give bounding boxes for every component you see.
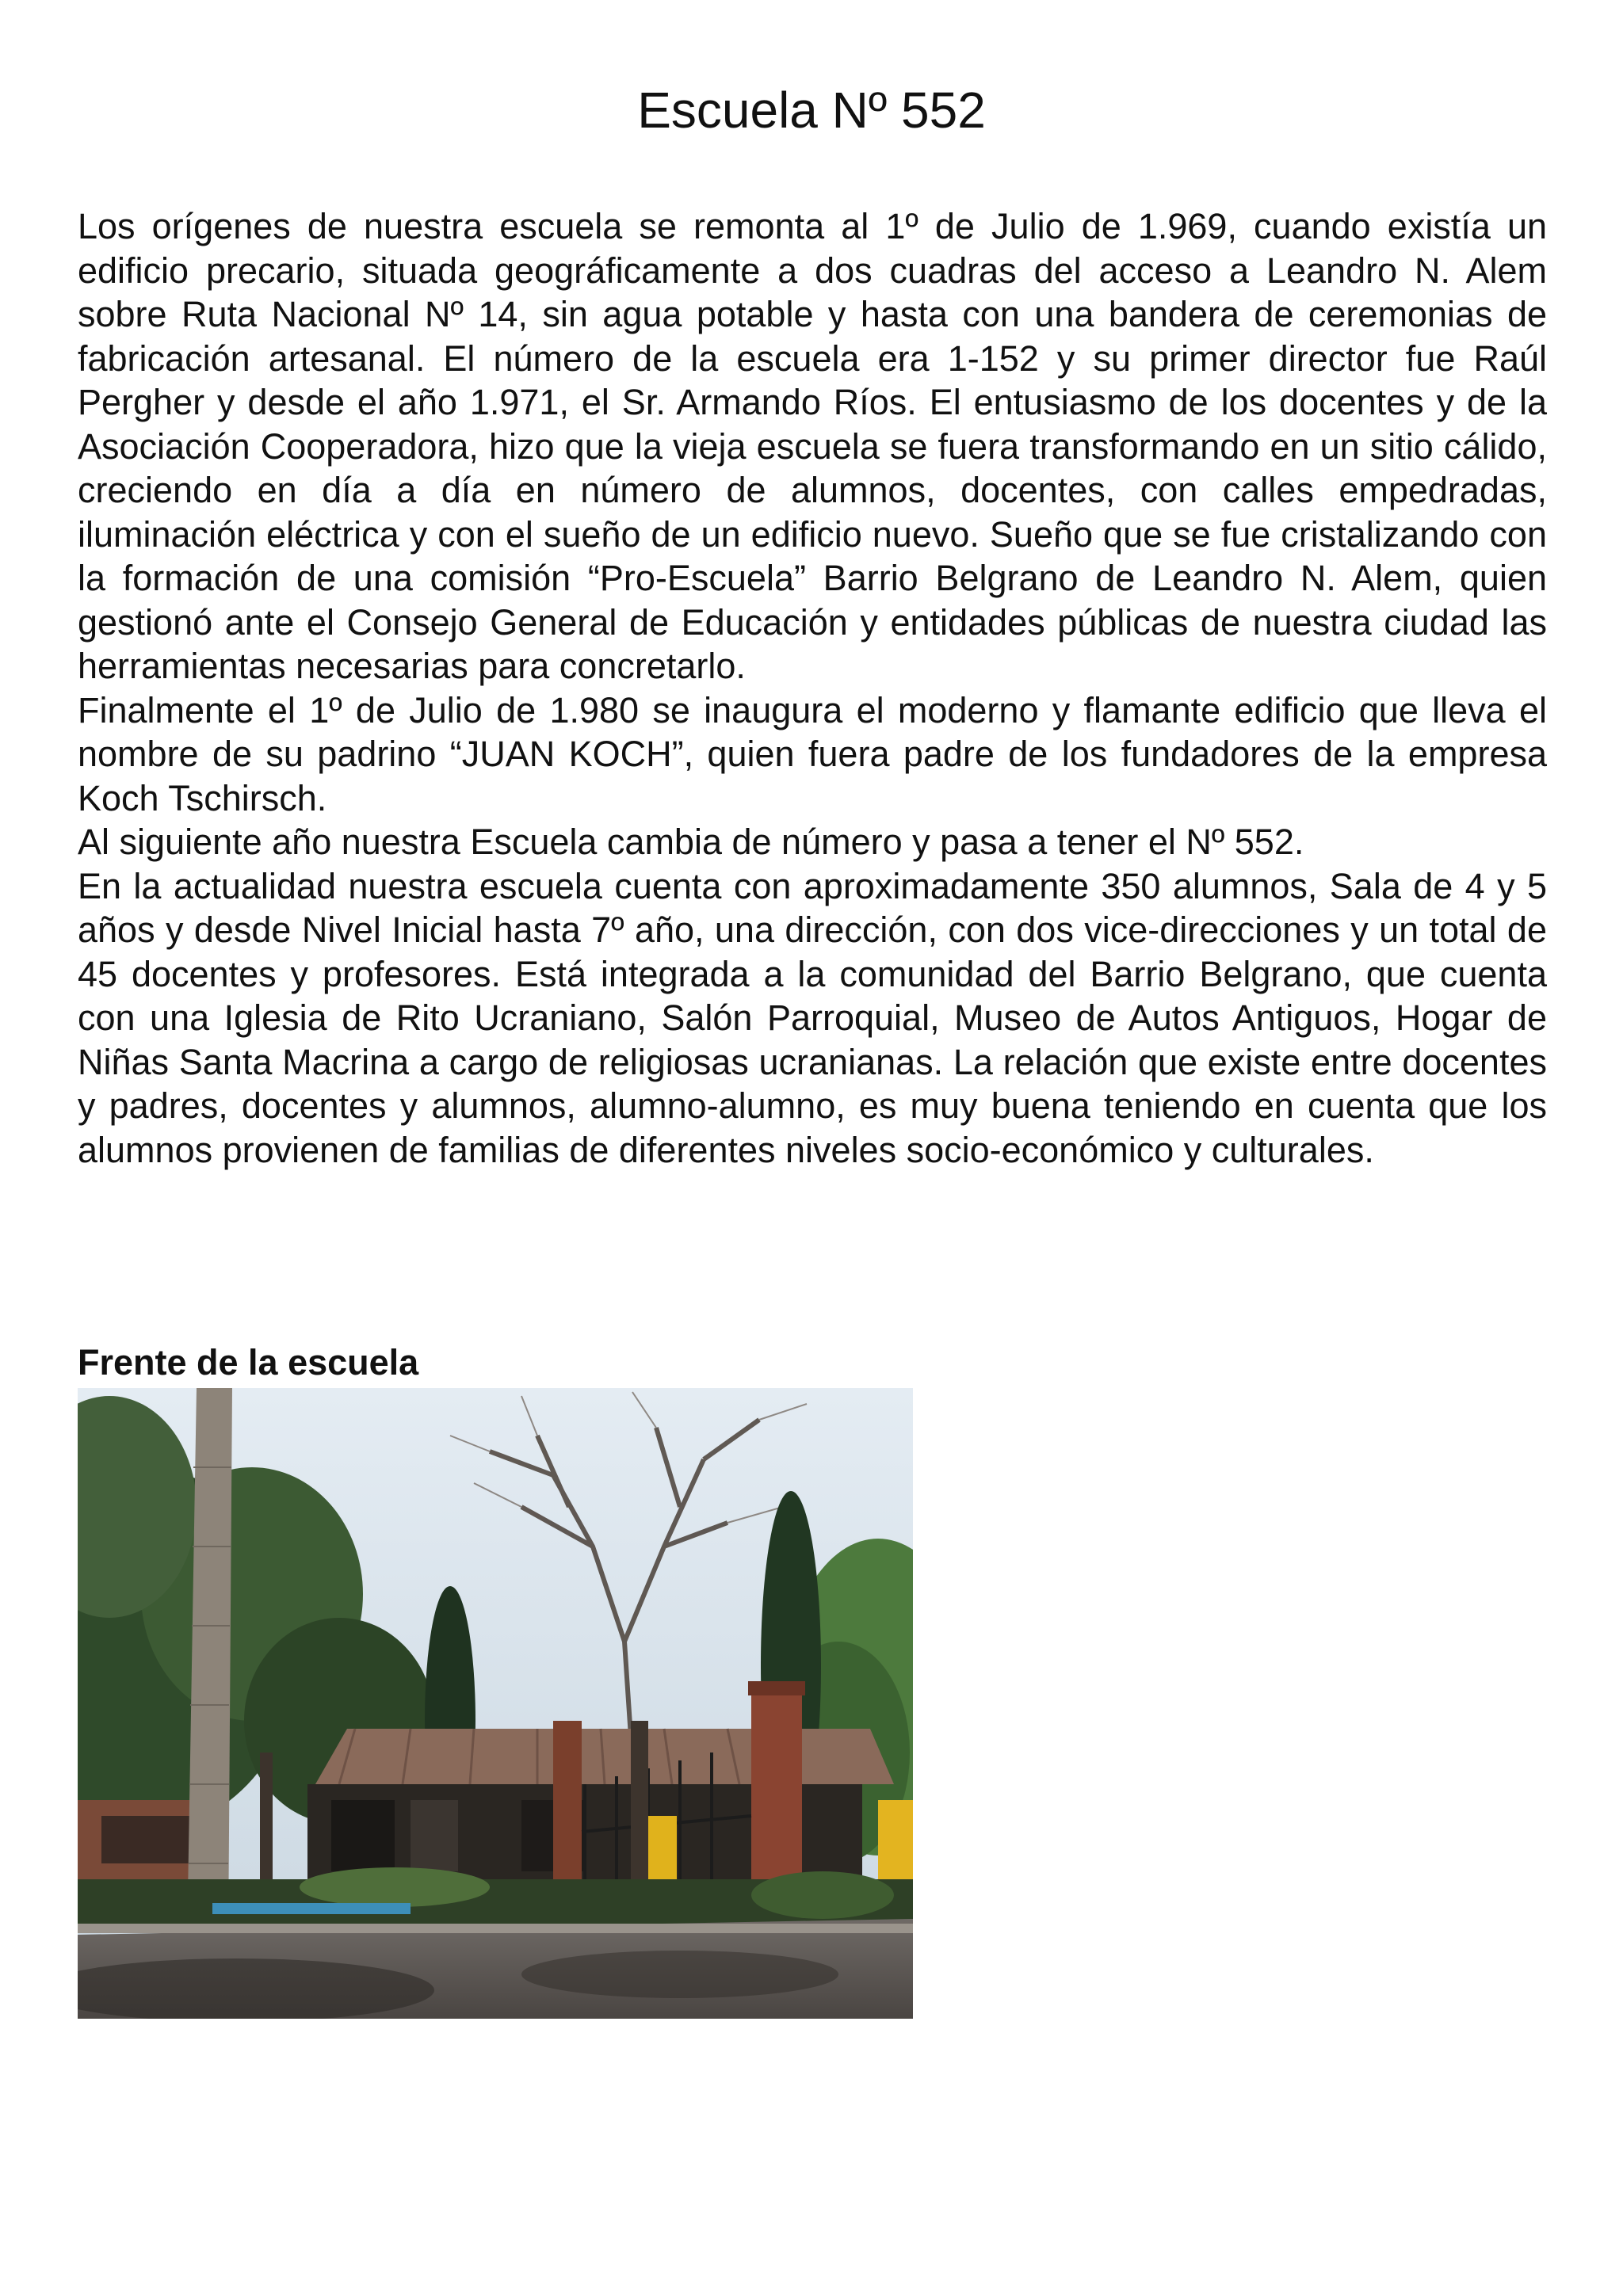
paragraph-history: Los orígenes de nuestra escuela se remonta al 1º de Julio de 1.969, cuando existía un edificio precario, situada geográficamente a dos cuadras del acceso a Leandro N. Alem sobre Ruta Nacional Nº 14, sin agua potable y hasta con una bandera de ceremonias de fabricación artesanal. El número de la escuela era 1-152 y su primer director fue Raúl Pergher y desde el año 1.971, el Sr. Armando Ríos. El entusiasmo de los docentes y de la Asociación Cooperadora, hizo que la vieja escuela se fuera transformando en un sitio cálido, creciendo en día a día en número de alumnos, docentes, con calles empedradas, iluminación eléctrica y con el sueño de un edificio nuevo. Sueño que se fue cristalizando con la formación de una comisión “Pro-Escuela” Barrio Belgrano de Leandro N. Alem, quien gestionó ante el Consejo General de Educación y entidades públicas de nuestra ciudad las herramientas necesarias para concretarlo.: [78, 206, 1547, 686]
school-front-photo: [78, 1388, 913, 2019]
photo-caption: Frente de la escuela: [78, 1342, 419, 1383]
paragraph-present-day: En la actualidad nuestra escuela cuenta con aproximadamente 350 alumnos, Sala de 4 y 5 años y desde Nivel Inicial hasta 7º año, una dirección, con dos vice-direcciones y un total de 45 docentes y profesores. Está integrada a la comunidad del Barrio Belgrano, que cuenta con una Iglesia de Rito Ucraniano, Salón Parroquial, Museo de Autos Antiguos, Hogar de Niñas Santa Macrina a cargo de religiosas ucranianas. La relación que existe entre docentes y padres, docentes y alumnos, alumno-alumno, es muy buena teniendo en cuenta que los alumnos provienen de familias de diferentes niveles socio-económico y culturales.: [78, 865, 1547, 1170]
paragraph-number-change: Al siguiente año nuestra Escuela cambia de número y pasa a tener el Nº 552.: [78, 822, 1304, 862]
paragraph-inauguration: Finalmente el 1º de Julio de 1.980 se inaugura el moderno y flamante edificio que lleva el nombre de su padrino “JUAN KOCH”, quien fuera padre de los fundadores de la empresa Koch Tschirsch.: [78, 689, 1547, 818]
body-text: [78, 204, 1547, 1172]
page-title: Escuela Nº 552: [637, 82, 986, 139]
